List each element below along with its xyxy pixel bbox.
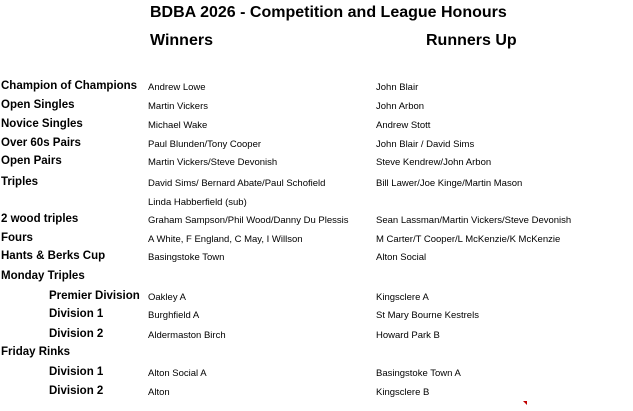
runner-up-cell: Kingsclere A bbox=[376, 292, 429, 303]
section-heading bbox=[0, 270, 633, 288]
honours-row bbox=[0, 290, 633, 308]
category-label: Division 2 bbox=[49, 385, 104, 397]
honours-row bbox=[0, 232, 633, 250]
winner-cell: Andrew Lowe bbox=[148, 82, 206, 93]
section-heading bbox=[0, 346, 633, 364]
page-title: BDBA 2026 - Competition and League Honours bbox=[150, 4, 507, 21]
category-label: Premier Division bbox=[49, 290, 140, 302]
winner-cell: Martin Vickers bbox=[148, 101, 209, 112]
runner-up-cell: Sean Lassman/Martin Vickers/Steve Devonish bbox=[376, 215, 572, 226]
honours-row bbox=[0, 385, 633, 403]
winner-cell: Linda Habberfield (sub) bbox=[148, 197, 247, 208]
runner-up-cell: Basingstoke Town A bbox=[376, 368, 461, 379]
comment-indicator-icon[interactable] bbox=[523, 401, 527, 405]
runner-up-cell: Alton Social bbox=[376, 252, 427, 263]
category-label: Monday Triples bbox=[1, 270, 85, 282]
runner-up-cell: Kingsclere B bbox=[376, 387, 430, 398]
honours-row bbox=[0, 195, 633, 213]
honours-row bbox=[0, 328, 633, 346]
category-label: Triples bbox=[1, 176, 39, 188]
winner-cell: Paul Blunden/Tony Cooper bbox=[148, 139, 262, 150]
honours-row bbox=[0, 308, 633, 326]
runner-up-cell: John Arbon bbox=[376, 101, 425, 112]
category-label: Division 1 bbox=[49, 366, 104, 378]
category-label: Over 60s Pairs bbox=[1, 137, 81, 149]
runner-up-cell: Steve Kendrew/John Arbon bbox=[376, 157, 492, 168]
category-label: Open Singles bbox=[1, 99, 75, 111]
winner-cell: Graham Sampson/Phil Wood/Danny Du Plessis bbox=[148, 215, 349, 226]
runner-up-cell: Howard Park B bbox=[376, 330, 440, 341]
winner-cell: Alton Social A bbox=[148, 368, 207, 379]
category-label: 2 wood triples bbox=[1, 213, 79, 225]
winner-cell: A White, F England, C May, I Willson bbox=[148, 234, 303, 245]
honours-row bbox=[0, 366, 633, 384]
honours-row bbox=[0, 176, 633, 194]
runner-up-cell: Bill Lawer/Joe Kinge/Martin Mason bbox=[376, 178, 523, 189]
category-label: Friday Rinks bbox=[1, 346, 71, 358]
runner-up-cell: John Blair bbox=[376, 82, 419, 93]
winner-cell: Aldermaston Birch bbox=[148, 330, 226, 341]
category-label: Open Pairs bbox=[1, 155, 62, 167]
winner-cell: Michael Wake bbox=[148, 120, 208, 131]
honours-row bbox=[0, 99, 633, 117]
winner-cell: Burghfield A bbox=[148, 310, 200, 321]
runner-up-cell: M Carter/T Cooper/L McKenzie/K McKenzie bbox=[376, 234, 561, 245]
honours-row bbox=[0, 155, 633, 173]
winner-cell: Martin Vickers/Steve Devonish bbox=[148, 157, 278, 168]
honours-row bbox=[0, 137, 633, 155]
category-label: Division 1 bbox=[49, 308, 104, 320]
honours-row bbox=[0, 250, 633, 268]
category-label: Champion of Champions bbox=[1, 80, 138, 92]
honours-row bbox=[0, 118, 633, 136]
runners-up-header: Runners Up bbox=[426, 32, 517, 49]
runner-up-cell: Andrew Stott bbox=[376, 120, 431, 131]
winners-header: Winners bbox=[150, 32, 213, 49]
runner-up-cell: John Blair / David Sims bbox=[376, 139, 475, 150]
honours-row bbox=[0, 213, 633, 231]
winner-cell: David Sims/ Bernard Abate/Paul Schofield bbox=[148, 178, 326, 189]
category-label: Division 2 bbox=[49, 328, 104, 340]
category-label: Hants & Berks Cup bbox=[1, 250, 106, 262]
category-label: Novice Singles bbox=[1, 118, 83, 130]
category-label: Fours bbox=[1, 232, 33, 244]
runner-up-cell: St Mary Bourne Kestrels bbox=[376, 310, 479, 321]
honours-row bbox=[0, 80, 633, 98]
winner-cell: Basingstoke Town bbox=[148, 252, 225, 263]
winner-cell: Oakley A bbox=[148, 292, 187, 303]
winner-cell: Alton bbox=[148, 387, 170, 398]
